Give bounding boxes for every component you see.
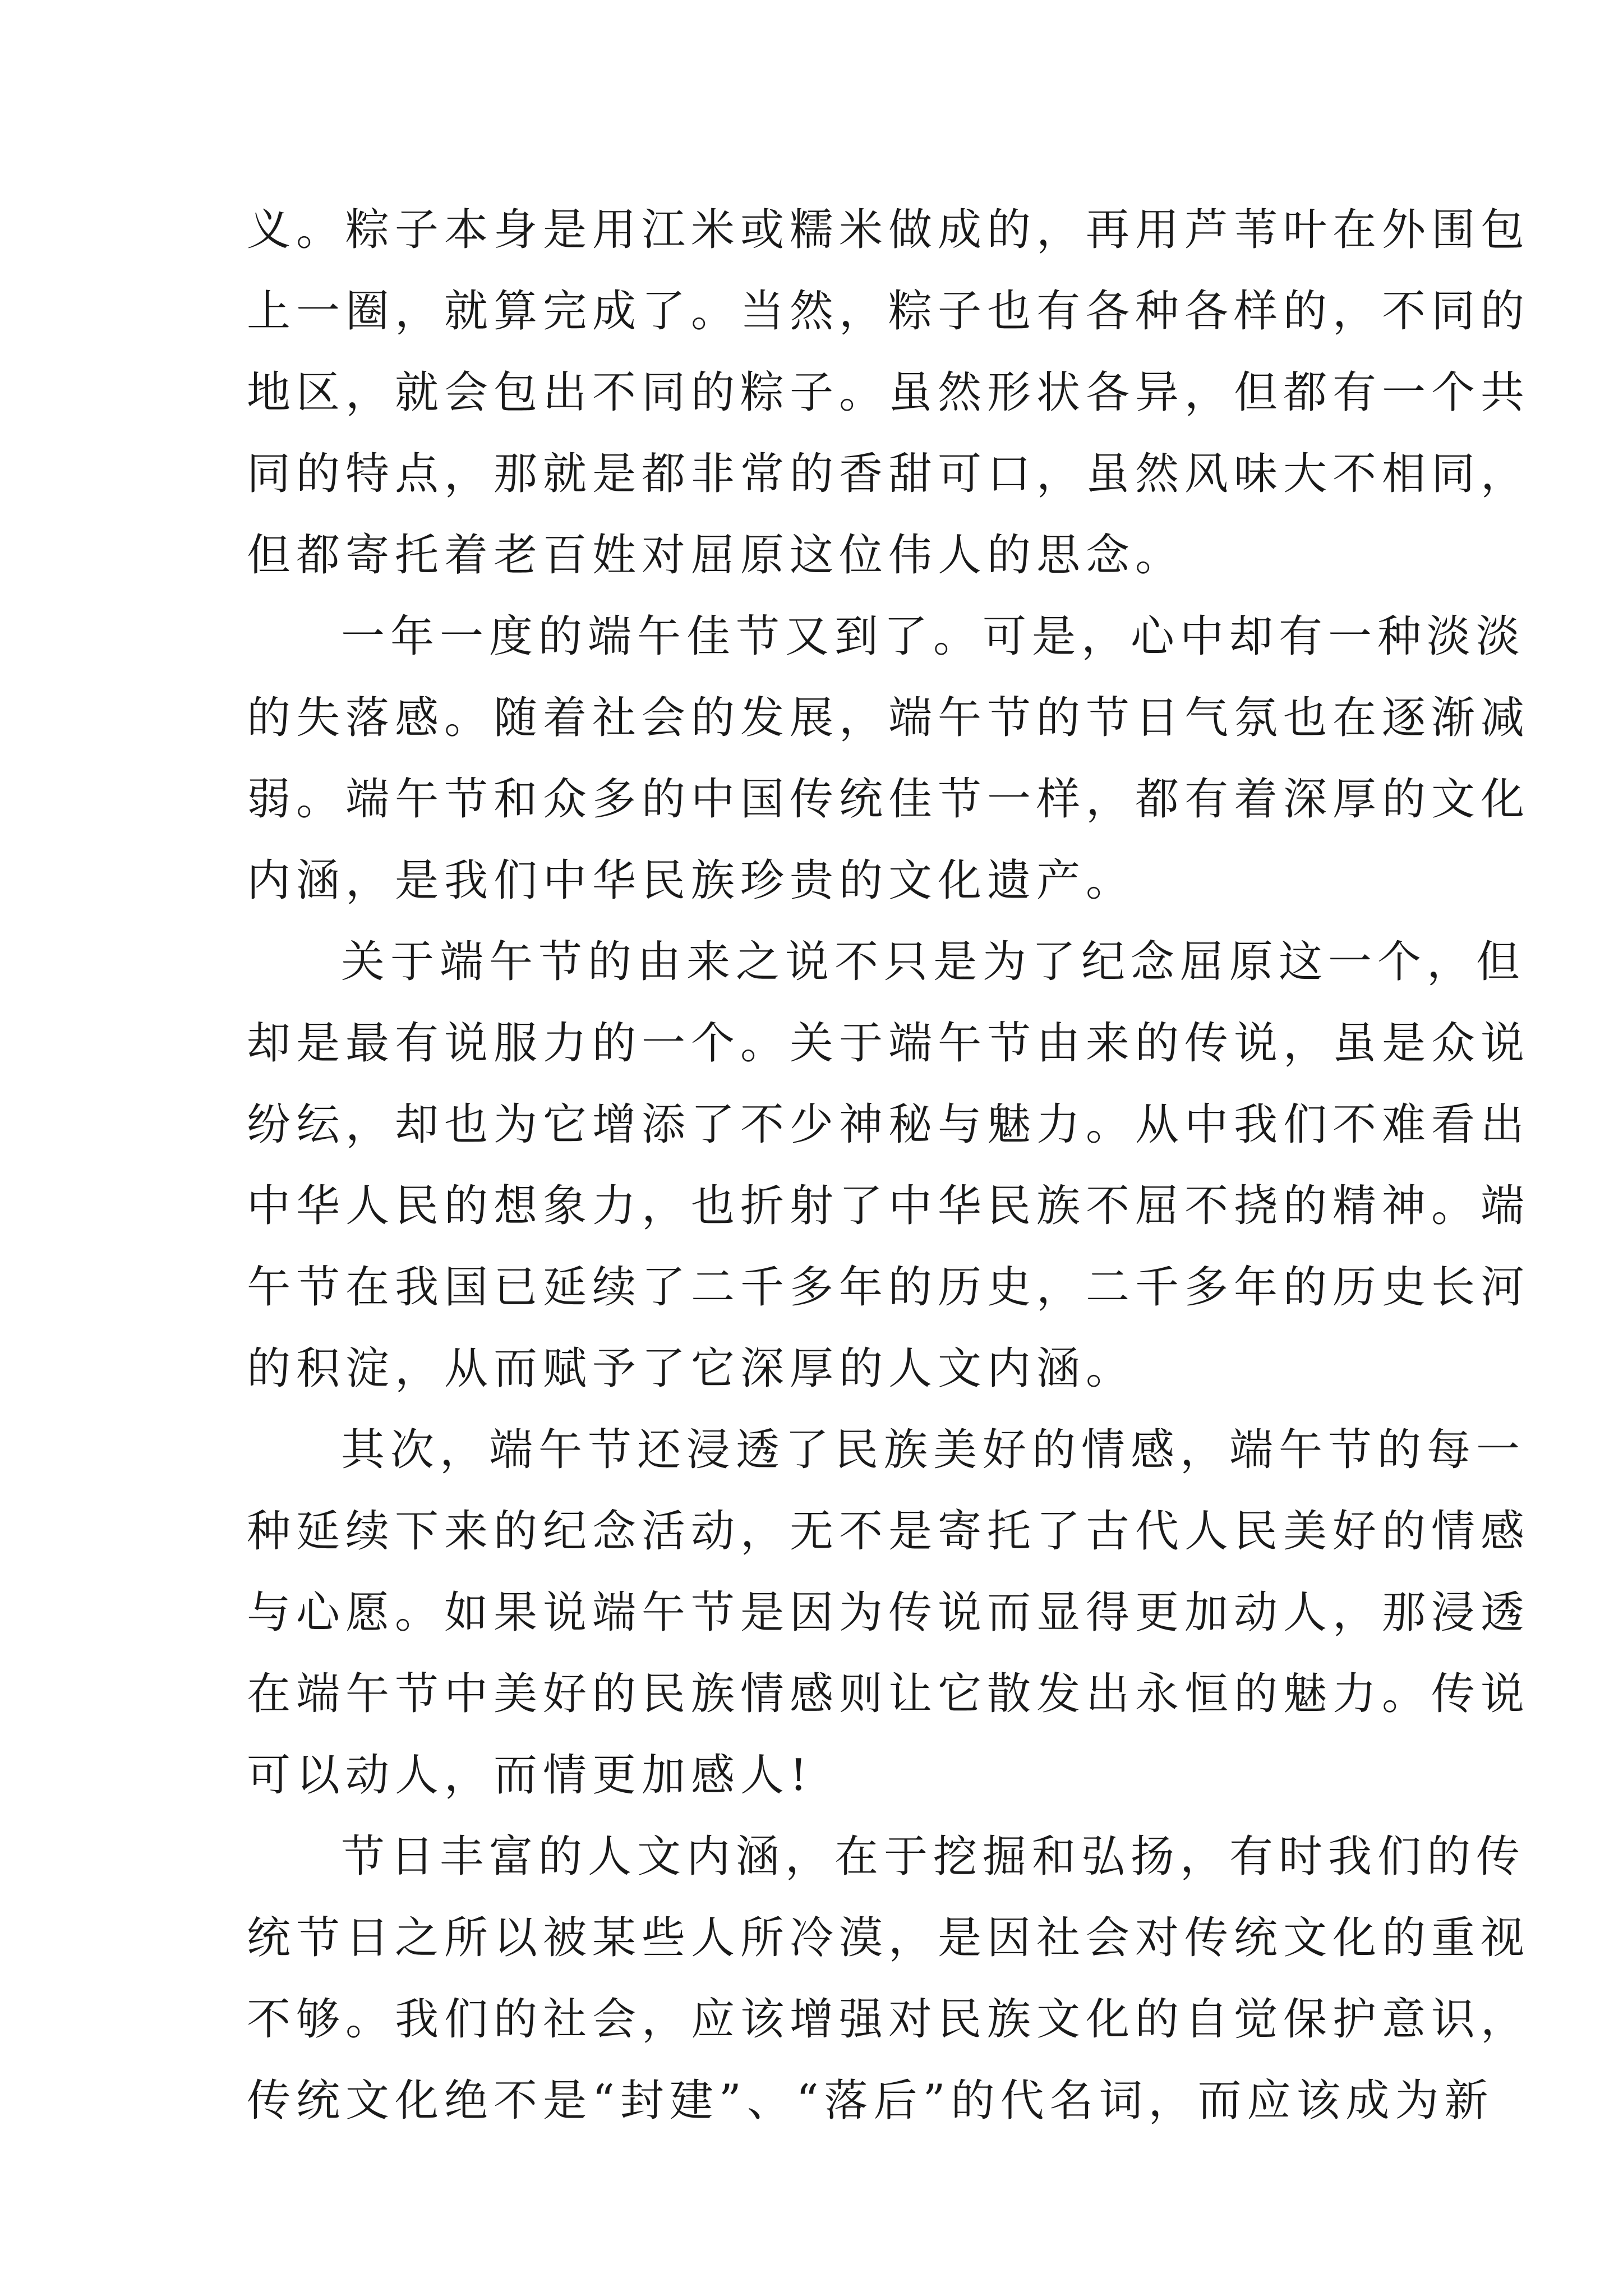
text-line: 内涵，是我们中华民族珍贵的文化遗产。: [247, 855, 1136, 906]
text-line: 在端午节中美好的民族情感则让它散发出永恒的魅力。传说: [247, 1669, 1530, 1719]
text-line: 午节在我国已延续了二千多年的历史，二千多年的历史长河: [247, 1262, 1530, 1313]
text-line: 弱。端午节和众多的中国传统佳节一样，都有着深厚的文化: [247, 774, 1530, 825]
text-line: 种延续下来的纪念活动，无不是寄托了古代人民美好的情感: [247, 1506, 1530, 1557]
text-line: 中华人民的想象力，也折射了中华民族不屈不挠的精神。端: [247, 1181, 1530, 1231]
document-body: [247, 190, 1530, 2142]
text-line: 统节日之所以被某些人所冷漠，是因社会对传统文化的重视: [247, 1913, 1530, 1963]
text-line: 义。粽子本身是用江米或糯米做成的，再用芦苇叶在外围包: [247, 205, 1530, 255]
paragraph-first-line: 一年一度的端午佳节又到了。可是，心中却有一种淡淡: [341, 611, 1526, 662]
paragraph-first-line: 其次，端午节还浸透了民族美好的情感，端午节的每一: [341, 1425, 1526, 1475]
text-line: 与心愿。如果说端午节是因为传说而显得更加动人，那浸透: [247, 1588, 1530, 1638]
text-line: 的失落感。随着社会的发展，端午节的节日气氛也在逐渐减: [247, 693, 1530, 743]
text-line: 地区，就会包出不同的粽子。虽然形状各异，但都有一个共: [247, 367, 1530, 418]
paragraph-first-line: 关于端午节的由来之说不只是为了纪念屈原这一个，但: [341, 937, 1526, 987]
text-line: 上一圈，就算完成了。当然，粽子也有各种各样的，不同的: [247, 286, 1530, 337]
text-line: 可以动人，而情更加感人!: [247, 1750, 813, 1801]
text-line: 但都寄托着老百姓对屈原这位伟人的思念。: [247, 530, 1185, 581]
text-line: 的积淀，从而赋予了它深厚的人文内涵。: [247, 1343, 1136, 1394]
paragraph-first-line: 节日丰富的人文内涵，在于挖掘和弘扬，有时我们的传: [341, 1832, 1526, 1882]
text-line: 纷纭，却也为它增添了不少神秘与魅力。从中我们不难看出: [247, 1099, 1530, 1150]
text-line: 传统文化绝不是“封建”、“落后”的代名词，而应该成为新: [247, 2076, 1494, 2126]
text-line: 却是最有说服力的一个。关于端午节由来的传说，虽是众说: [247, 1018, 1530, 1069]
text-line: 同的特点，那就是都非常的香甜可口，虽然风味大不相同，: [247, 449, 1530, 499]
text-line: 不够。我们的社会，应该增强对民族文化的自觉保护意识，: [247, 1994, 1530, 2045]
